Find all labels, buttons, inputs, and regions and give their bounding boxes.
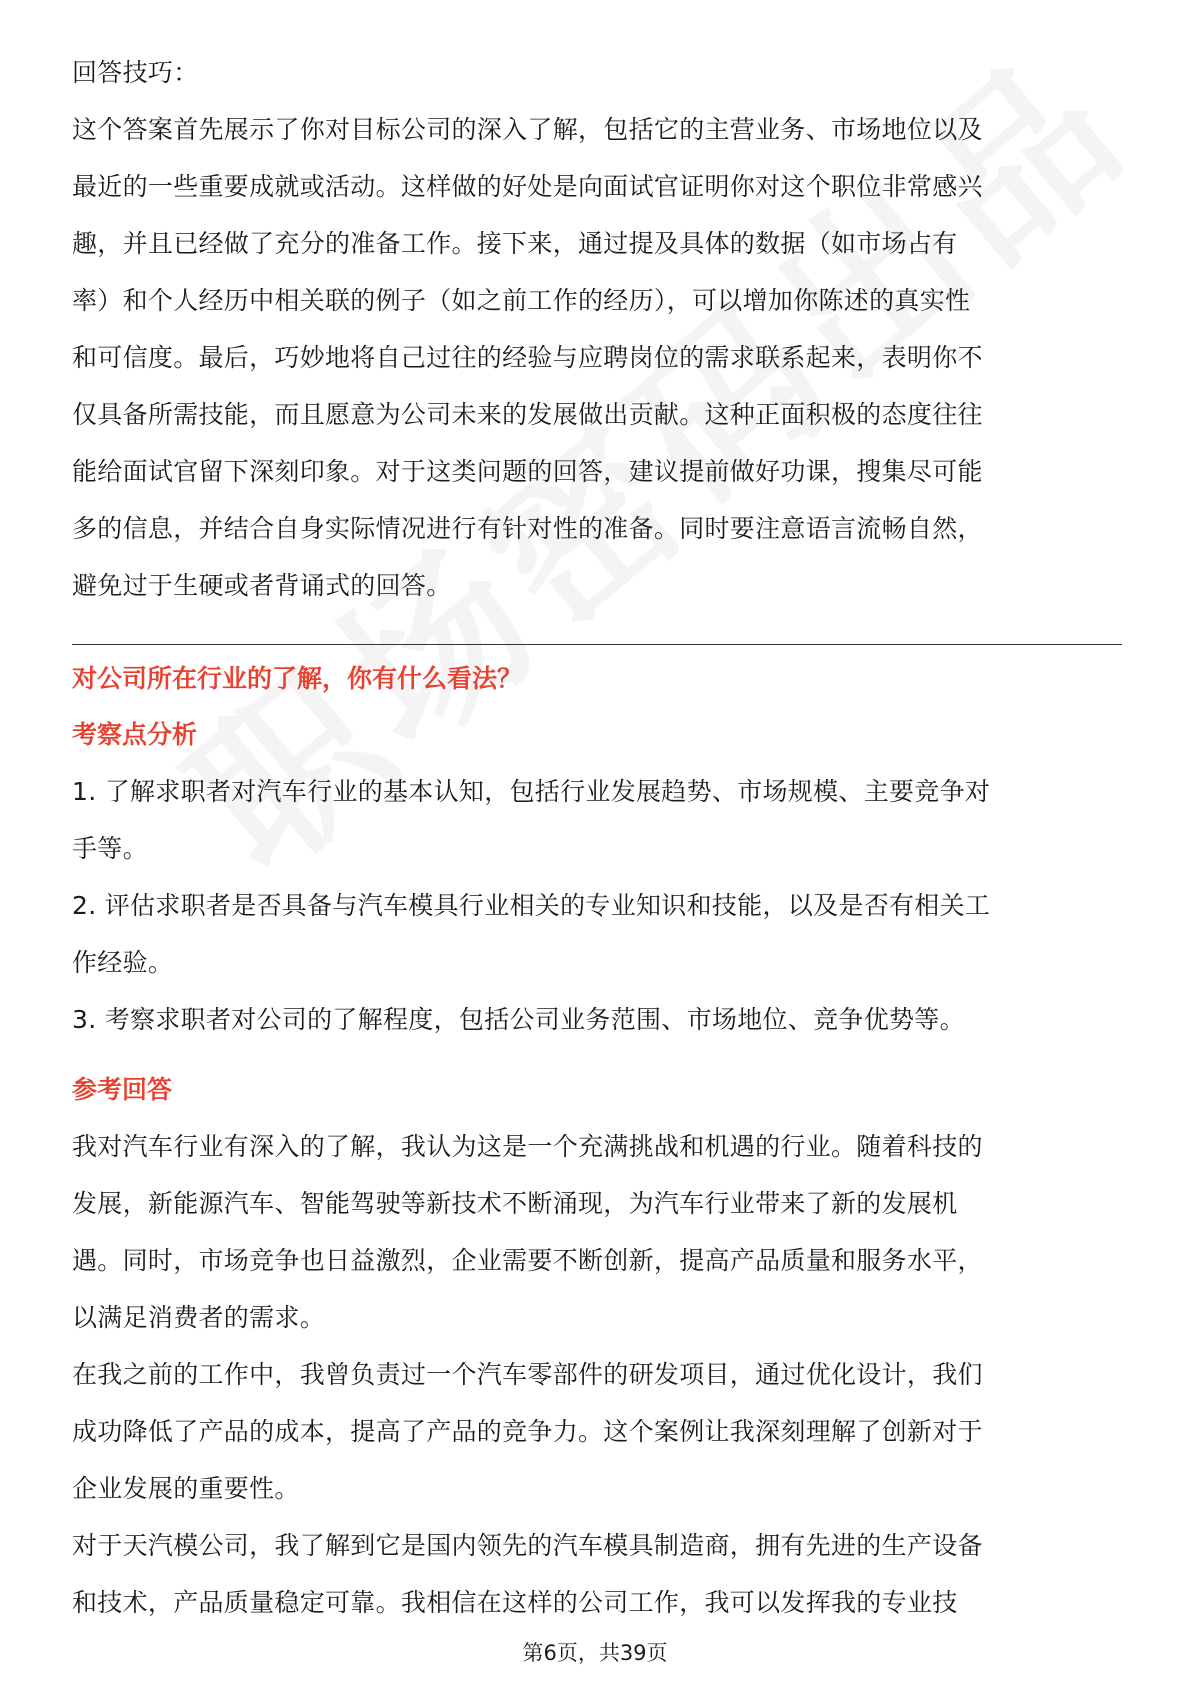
question-title: 对公司所在行业的了解，你有什么看法？ bbox=[72, 664, 523, 693]
text-line: 最近的一些重要成就或活动。这样做的好处是向面试官证明你对这个职位非常感兴 bbox=[72, 172, 983, 201]
text-line: 和技术，产品质量稳定可靠。我相信在这样的公司工作，我可以发挥我的专业技 bbox=[72, 1588, 958, 1617]
text-line: 这个答案首先展示了你对目标公司的深入了解，包括它的主营业务、市场地位以及 bbox=[72, 115, 983, 144]
answer-heading: 参考回答 bbox=[72, 1075, 173, 1104]
section-divider bbox=[72, 644, 1122, 645]
tips-heading: 回答技巧： bbox=[72, 58, 199, 87]
analysis-line: 1. 了解求职者对汽车行业的基本认知，包括行业发展趋势、市场规模、主要竞争对 bbox=[72, 777, 991, 806]
text-line: 避免过于生硬或者背诵式的回答。 bbox=[72, 571, 452, 600]
text-line: 能给面试官留下深刻印象。对于这类问题的回答，建议提前做好功课，搜集尽可能 bbox=[72, 457, 983, 486]
question-section bbox=[72, 651, 1122, 1631]
text-line: 我对汽车行业有深入的了解，我认为这是一个充满挑战和机遇的行业。随着科技的 bbox=[72, 1132, 983, 1161]
tips-body bbox=[72, 101, 1122, 614]
tips-section bbox=[72, 44, 1122, 614]
text-line: 仅具备所需技能，而且愿意为公司未来的发展做出贡献。这种正面积极的态度往往 bbox=[72, 400, 983, 429]
answer-paragraph bbox=[72, 1517, 1122, 1631]
analysis-line: 3. 考察求职者对公司的了解程度，包括公司业务范围、市场地位、竞争优势等。 bbox=[72, 1005, 965, 1034]
text-line: 以满足消费者的需求。 bbox=[72, 1303, 326, 1332]
analysis-list bbox=[72, 763, 1122, 1048]
text-line: 遇。同时，市场竞争也日益激烈，企业需要不断创新，提高产品质量和服务水平， bbox=[72, 1246, 983, 1275]
analysis-line: 手等。 bbox=[72, 834, 148, 863]
analysis-line: 作经验。 bbox=[72, 948, 174, 977]
text-line: 对于天汽模公司，我了解到它是国内领先的汽车模具制造商，拥有先进的生产设备 bbox=[72, 1531, 983, 1560]
document-page bbox=[72, 44, 1122, 1631]
answer-paragraph bbox=[72, 1346, 1122, 1517]
text-line: 在我之前的工作中，我曾负责过一个汽车零部件的研发项目，通过优化设计，我们 bbox=[72, 1360, 983, 1389]
text-line: 率）和个人经历中相关联的例子（如之前工作的经历），可以增加你陈述的真实性 bbox=[72, 286, 971, 315]
text-line: 和可信度。最后，巧妙地将自己过往的经验与应聘岗位的需求联系起来，表明你不 bbox=[72, 343, 983, 372]
text-line: 趣，并且已经做了充分的准备工作。接下来，通过提及具体的数据（如市场占有 bbox=[72, 229, 958, 258]
analysis-heading: 考察点分析 bbox=[72, 720, 198, 749]
text-line: 成功降低了产品的成本，提高了产品的竞争力。这个案例让我深刻理解了创新对于 bbox=[72, 1417, 983, 1446]
answer-paragraph bbox=[72, 1118, 1122, 1346]
analysis-line: 2. 评估求职者是否具备与汽车模具行业相关的专业知识和技能，以及是否有相关工 bbox=[72, 891, 991, 920]
text-line: 企业发展的重要性。 bbox=[72, 1474, 300, 1503]
text-line: 多的信息，并结合自身实际情况进行有针对性的准备。同时要注意语言流畅自然， bbox=[72, 514, 983, 543]
text-line: 发展，新能源汽车、智能驾驶等新技术不断涌现，为汽车行业带来了新的发展机 bbox=[72, 1189, 958, 1218]
page-number: 第6页，共39页 bbox=[522, 1641, 668, 1665]
